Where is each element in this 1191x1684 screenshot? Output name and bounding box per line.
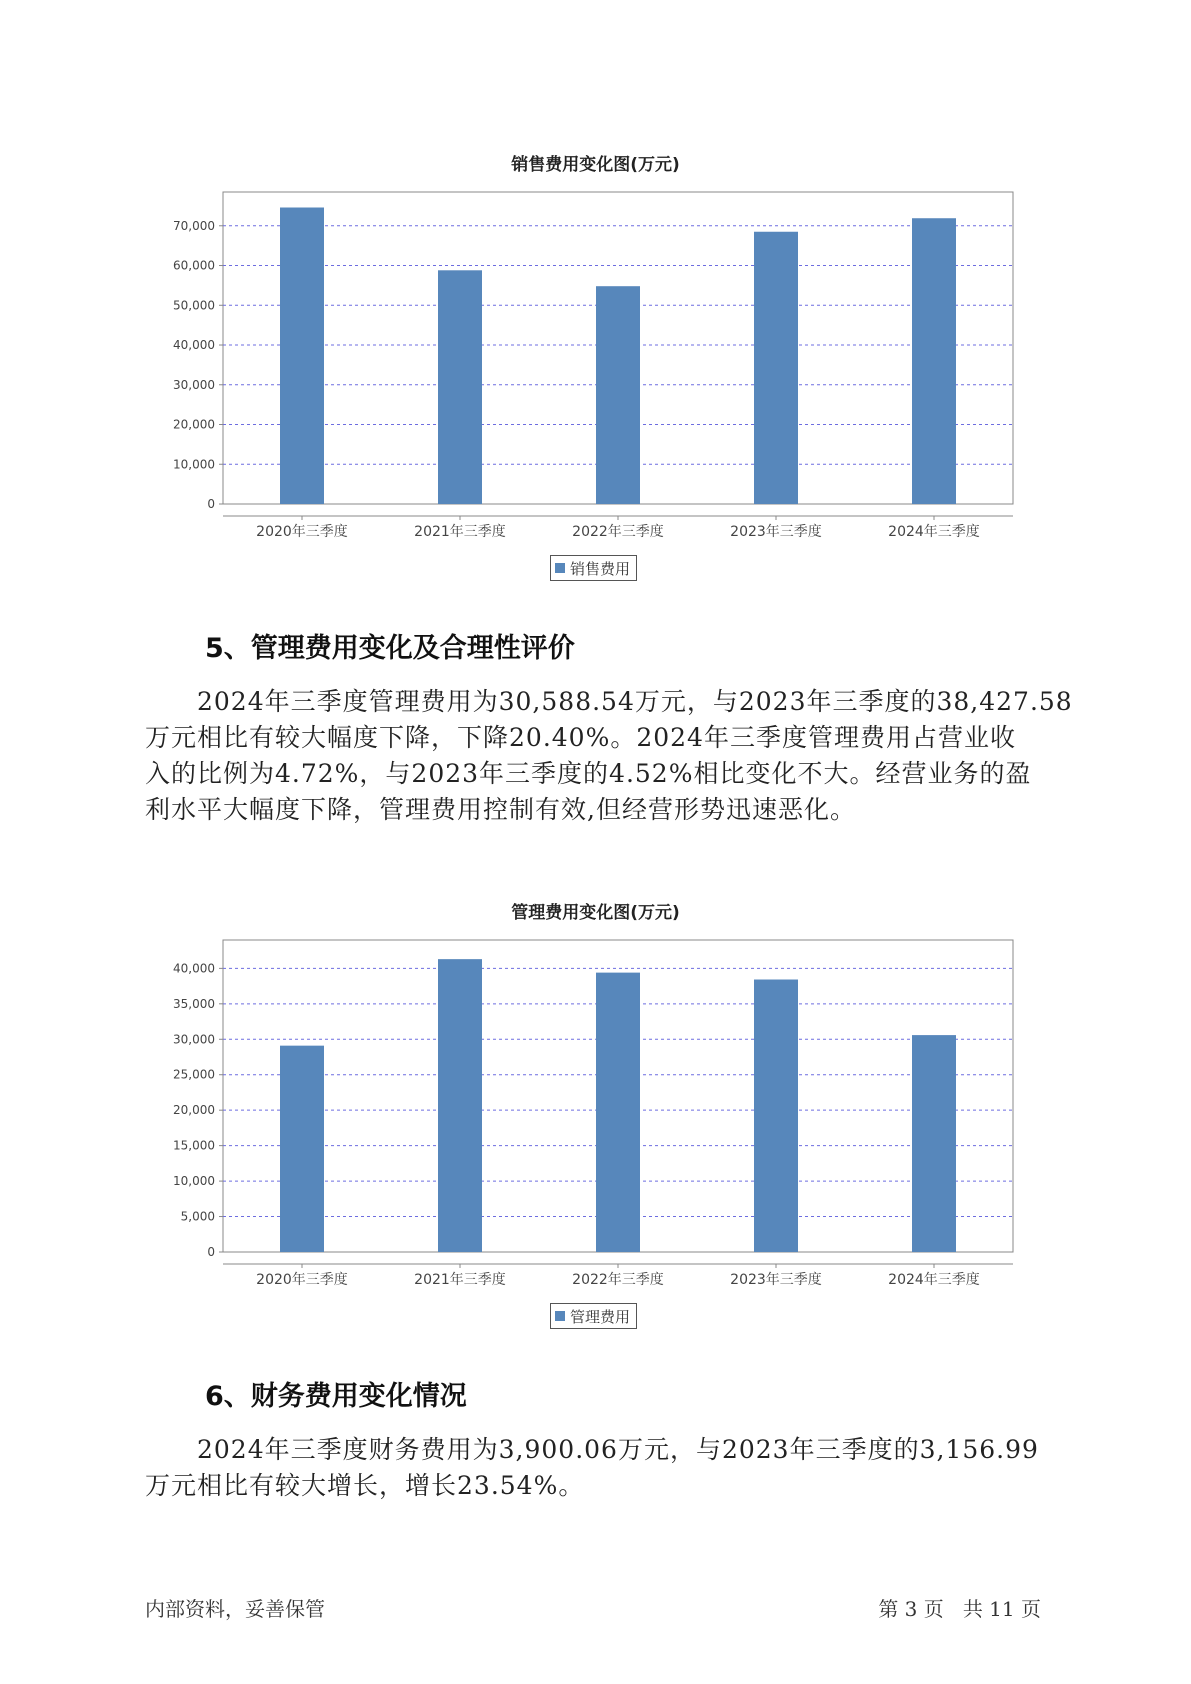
paragraph-finance-expense [145, 1432, 1075, 1504]
x-tick-label: 2022年三季度 [572, 524, 664, 540]
legend-swatch [555, 563, 565, 573]
x-tick-label: 2022年三季度 [572, 1272, 664, 1288]
bar [912, 1035, 956, 1252]
footer-confidential-note: 内部资料，妥善保管 [145, 1597, 325, 1621]
admin-expense-legend [550, 1303, 637, 1329]
paragraph-line: 万元相比有较大幅度下降，下降20.40%。2024年三季度管理费用占营业收 [145, 723, 1016, 752]
y-tick-label: 20,000 [173, 417, 215, 432]
x-tick-label: 2023年三季度 [730, 1272, 822, 1288]
paragraph-line: 2024年三季度财务费用为3,900.06万元，与2023年三季度的3,156.99 [197, 1435, 1039, 1464]
sales-expense-chart-title: 销售费用变化图(万元) [511, 155, 680, 175]
legend-label: 销售费用 [570, 559, 631, 578]
section-heading-admin-expense: 5、管理费用变化及合理性评价 [205, 633, 575, 664]
x-tick-label: 2024年三季度 [888, 524, 980, 540]
bar [596, 286, 640, 504]
x-tick-label: 2021年三季度 [414, 524, 506, 540]
sales-expense-chart [0, 180, 1191, 600]
x-tick-label: 2020年三季度 [256, 524, 348, 540]
bar [438, 270, 482, 504]
y-tick-label: 15,000 [173, 1138, 215, 1153]
y-tick-label: 0 [207, 1245, 215, 1259]
section-heading-finance-expense: 6、财务费用变化情况 [205, 1381, 467, 1412]
legend-label: 管理费用 [570, 1307, 631, 1326]
bar [280, 1046, 324, 1252]
y-tick-label: 25,000 [173, 1067, 215, 1082]
y-tick-label: 20,000 [173, 1103, 215, 1118]
y-tick-label: 60,000 [173, 258, 215, 273]
bar [754, 980, 798, 1252]
x-tick-label: 2024年三季度 [888, 1272, 980, 1288]
paragraph-line: 入的比例为4.72%，与2023年三季度的4.52%相比变化不大。经营业务的盈 [145, 759, 1032, 788]
footer-page-number: 第 3 页 共 11 页 [878, 1597, 1041, 1621]
admin-expense-chart-title: 管理费用变化图(万元) [511, 903, 680, 923]
bar [280, 208, 324, 504]
y-tick-label: 0 [207, 497, 215, 511]
y-tick-label: 35,000 [173, 996, 215, 1011]
y-tick-label: 70,000 [173, 218, 215, 233]
legend-swatch [555, 1311, 565, 1321]
bar [912, 218, 956, 504]
y-tick-label: 30,000 [173, 377, 215, 392]
sales-expense-legend [550, 555, 637, 581]
x-tick-label: 2021年三季度 [414, 1272, 506, 1288]
y-tick-label: 40,000 [173, 338, 215, 353]
y-tick-label: 10,000 [173, 1174, 215, 1189]
y-tick-label: 40,000 [173, 961, 215, 976]
x-tick-label: 2023年三季度 [730, 524, 822, 540]
y-tick-label: 30,000 [173, 1032, 215, 1047]
bar [754, 232, 798, 504]
bar [438, 959, 482, 1252]
y-tick-label: 10,000 [173, 457, 215, 472]
y-tick-label: 5,000 [180, 1209, 215, 1224]
admin-expense-chart [0, 928, 1191, 1348]
paragraph-line: 利水平大幅度下降，管理费用控制有效,但经营形势迅速恶化。 [145, 795, 856, 824]
paragraph-line: 2024年三季度管理费用为30,588.54万元，与2023年三季度的38,427.58 [197, 687, 1073, 716]
paragraph-admin-expense [145, 684, 1075, 828]
paragraph-line: 万元相比有较大增长，增长23.54%。 [145, 1471, 585, 1500]
x-tick-label: 2020年三季度 [256, 1272, 348, 1288]
y-tick-label: 50,000 [173, 298, 215, 313]
bar [596, 973, 640, 1252]
